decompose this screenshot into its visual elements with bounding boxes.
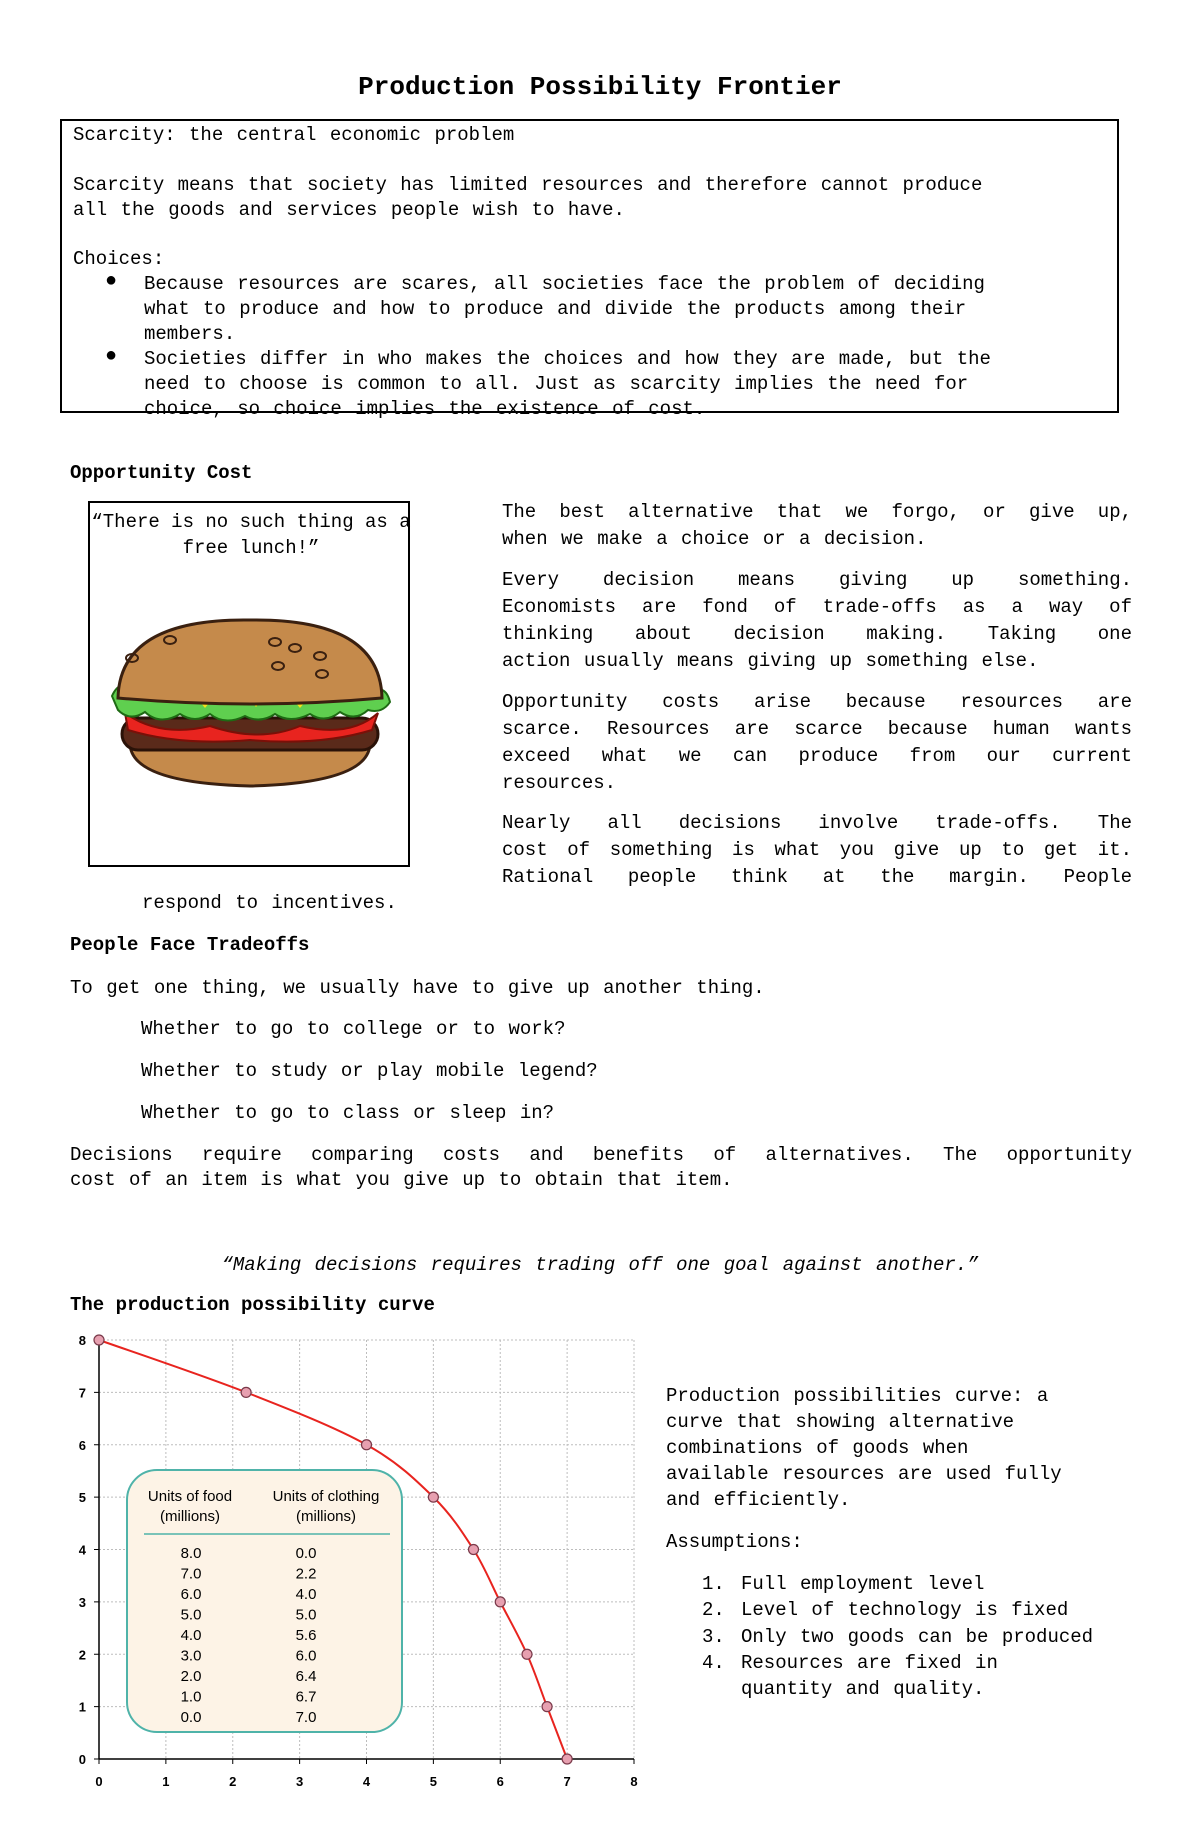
x-tick-label: 2: [229, 1774, 237, 1789]
table-clothing-value: 6.0: [295, 1647, 317, 1665]
tradeoff-question-1: Whether to go to college or to work?: [141, 1018, 566, 1040]
tradeoff-question-3: Whether to go to class or sleep in?: [141, 1102, 555, 1124]
assumption-1-number: 1.: [702, 1573, 725, 1595]
y-tick-label: 0: [78, 1752, 86, 1767]
tradeoffs-conclusion-line2: cost of an item is what you give up to obtain that item.: [70, 1169, 733, 1191]
tradeoffs-intro: To get one thing, we usually have to give up another thing.: [70, 977, 765, 999]
table-food-value: 7.0: [180, 1565, 202, 1583]
opp-p1-line1: The best alternative that we forgo, or give up,: [502, 501, 1132, 523]
assumption-2: Level of technology is fixed: [741, 1599, 1069, 1621]
bullet-icon: ●: [105, 345, 118, 368]
table-clothing-value: 0.0: [295, 1545, 317, 1562]
ppc-def-line5: and efficiently.: [666, 1489, 851, 1511]
choices-label: Choices:: [73, 248, 165, 270]
ppc-data-point: [542, 1702, 552, 1712]
tradeoff-question-2: Whether to study or play mobile legend?: [141, 1060, 598, 1082]
table-food-value: 3.0: [180, 1647, 202, 1665]
table-clothing-value: 6.4: [295, 1668, 317, 1685]
assumption-1: Full employment level: [741, 1573, 985, 1595]
opp-p3-line4: resources.: [502, 772, 617, 794]
scarcity-box: [60, 119, 1119, 420]
y-tick-label: 2: [78, 1647, 86, 1663]
assumption-4-line1: Resources are fixed in: [741, 1652, 998, 1674]
opp-p2-line4: action usually means giving up something else.: [502, 650, 1039, 672]
table-clothing-value: 6.7: [295, 1688, 317, 1706]
assumption-4-number: 4.: [702, 1652, 725, 1674]
opp-p2-line2: Economists are fond of trade-offs as a way of: [502, 596, 1132, 618]
assumption-3: Only two goods can be produced: [741, 1626, 1094, 1648]
ppc-def-line2: curve that showing alternative: [666, 1411, 1015, 1433]
table-food-value: 1.0: [180, 1688, 202, 1706]
y-tick-label: 4: [78, 1542, 86, 1558]
y-tick-label: 1: [78, 1699, 86, 1715]
assumption-2-number: 2.: [702, 1599, 725, 1621]
x-tick-label: 5: [429, 1774, 437, 1789]
x-tick-label: 4: [362, 1774, 371, 1789]
opp-p3-line3: exceed what we can produce from our current: [502, 745, 1132, 767]
choice-bullet-2-line2: need to choose is common to all. Just as scarcity implies the need for: [144, 373, 969, 395]
table-food-value: 0.0: [180, 1709, 202, 1726]
opp-p3-line1: Opportunity costs arise because resources are: [502, 691, 1132, 713]
table-clothing-value: 5.6: [295, 1627, 317, 1644]
opp-p4-line1: Nearly all decisions involve trade-offs. The: [502, 812, 1132, 834]
ppc-data-point: [469, 1545, 479, 1555]
tradeoffs-heading: People Face Tradeoffs: [70, 934, 310, 956]
ppc-def-line4: available resources are used fully: [666, 1463, 1062, 1485]
x-tick-label: 7: [563, 1774, 571, 1789]
choice-bullet-2-line1: Societies differ in who makes the choices and how they are made, but the: [144, 348, 991, 370]
ppc-data-point: [241, 1387, 251, 1397]
choice-bullet-1-line3: members.: [144, 323, 236, 345]
table-food-value: 8.0: [180, 1545, 202, 1562]
table-clothing-value: 4.0: [295, 1586, 317, 1603]
y-tick-label: 8: [78, 1333, 86, 1348]
table-clothing-value: 2.2: [295, 1565, 317, 1583]
opp-p2-line1: Every decision means giving up something.: [502, 569, 1132, 591]
assumptions-label: Assumptions:: [666, 1531, 803, 1553]
decision-quote: “Making decisions requires trading off one goal against another.”: [221, 1254, 979, 1276]
ppc-data-point: [495, 1597, 505, 1607]
y-tick-label: 6: [78, 1437, 86, 1453]
page-title: Production Possibility Frontier: [358, 72, 842, 102]
ppc-data-table: [127, 1470, 402, 1732]
opp-p4-line4: respond to incentives.: [142, 892, 397, 914]
assumption-4-line2: quantity and quality.: [741, 1678, 985, 1700]
x-tick-label: 3: [296, 1774, 304, 1789]
opp-p4-line2: cost of something is what you give up to get it.: [502, 839, 1132, 861]
ppc-chart: [60, 1325, 650, 1815]
assumption-3-number: 3.: [702, 1626, 725, 1648]
table-clothing-value: 5.0: [295, 1606, 317, 1624]
table-col2-header-l2: (millions): [296, 1508, 356, 1525]
opportunity-cost-heading: Opportunity Cost: [70, 462, 253, 484]
choice-bullet-1-line1: Because resources are scares, all societies face the problem of deciding: [144, 273, 985, 295]
scarcity-p1-line1: Scarcity means that society has limited resources and therefore cannot produce: [73, 174, 983, 196]
y-tick-label: 5: [78, 1490, 86, 1506]
table-food-value: 2.0: [180, 1668, 202, 1685]
ppc-heading: The production possibility curve: [70, 1294, 435, 1316]
choice-bullet-1-line2: what to produce and how to produce and divide the products among their: [144, 298, 967, 320]
ppc-data-point: [522, 1649, 532, 1659]
table-food-value: 6.0: [180, 1586, 202, 1603]
hamburger-icon: [100, 618, 400, 798]
bullet-icon: ●: [105, 270, 118, 293]
ppc-data-point: [362, 1440, 372, 1450]
ppc-def-line1: Production possibilities curve: a: [666, 1385, 1049, 1407]
opp-p1-line2: when we make a choice or a decision.: [502, 528, 927, 550]
table-food-value: 5.0: [180, 1606, 202, 1624]
scarcity-heading: Scarcity: the central economic problem: [73, 124, 515, 146]
table-food-value: 4.0: [180, 1627, 202, 1644]
ppc-def-line3: combinations of goods when: [666, 1437, 969, 1459]
ppc-data-point: [562, 1754, 572, 1764]
x-tick-label: 8: [630, 1774, 638, 1789]
opp-p2-line3: thinking about decision making. Taking one: [502, 623, 1132, 645]
scarcity-p1-line2: all the goods and services people wish to have.: [73, 199, 625, 221]
free-lunch-image: [88, 501, 410, 867]
opp-p3-line2: scarce. Resources are scarce because human wants: [502, 718, 1132, 740]
x-tick-label: 0: [95, 1774, 103, 1789]
free-lunch-quote: “There is no such thing as a free lunch!”: [91, 511, 411, 559]
table-clothing-value: 7.0: [295, 1709, 317, 1726]
y-tick-label: 3: [78, 1594, 86, 1610]
ppc-data-point: [428, 1492, 438, 1502]
table-col1-header-l1: Units of food: [147, 1488, 233, 1505]
tradeoffs-conclusion-line1: Decisions require comparing costs and benefits of alternatives. The opportunity: [70, 1144, 1132, 1166]
table-col1-header-l2: (millions): [160, 1508, 220, 1525]
choice-bullet-2-line3: choice, so choice implies the existence of cost.: [144, 398, 706, 420]
table-col2-header-l1: Units of clothing: [272, 1488, 380, 1505]
y-tick-label: 7: [78, 1385, 86, 1401]
ppc-data-point: [94, 1335, 104, 1345]
x-tick-label: 6: [496, 1774, 504, 1789]
x-tick-label: 1: [162, 1774, 170, 1789]
opp-p4-line3: Rational people think at the margin. People: [502, 866, 1132, 888]
